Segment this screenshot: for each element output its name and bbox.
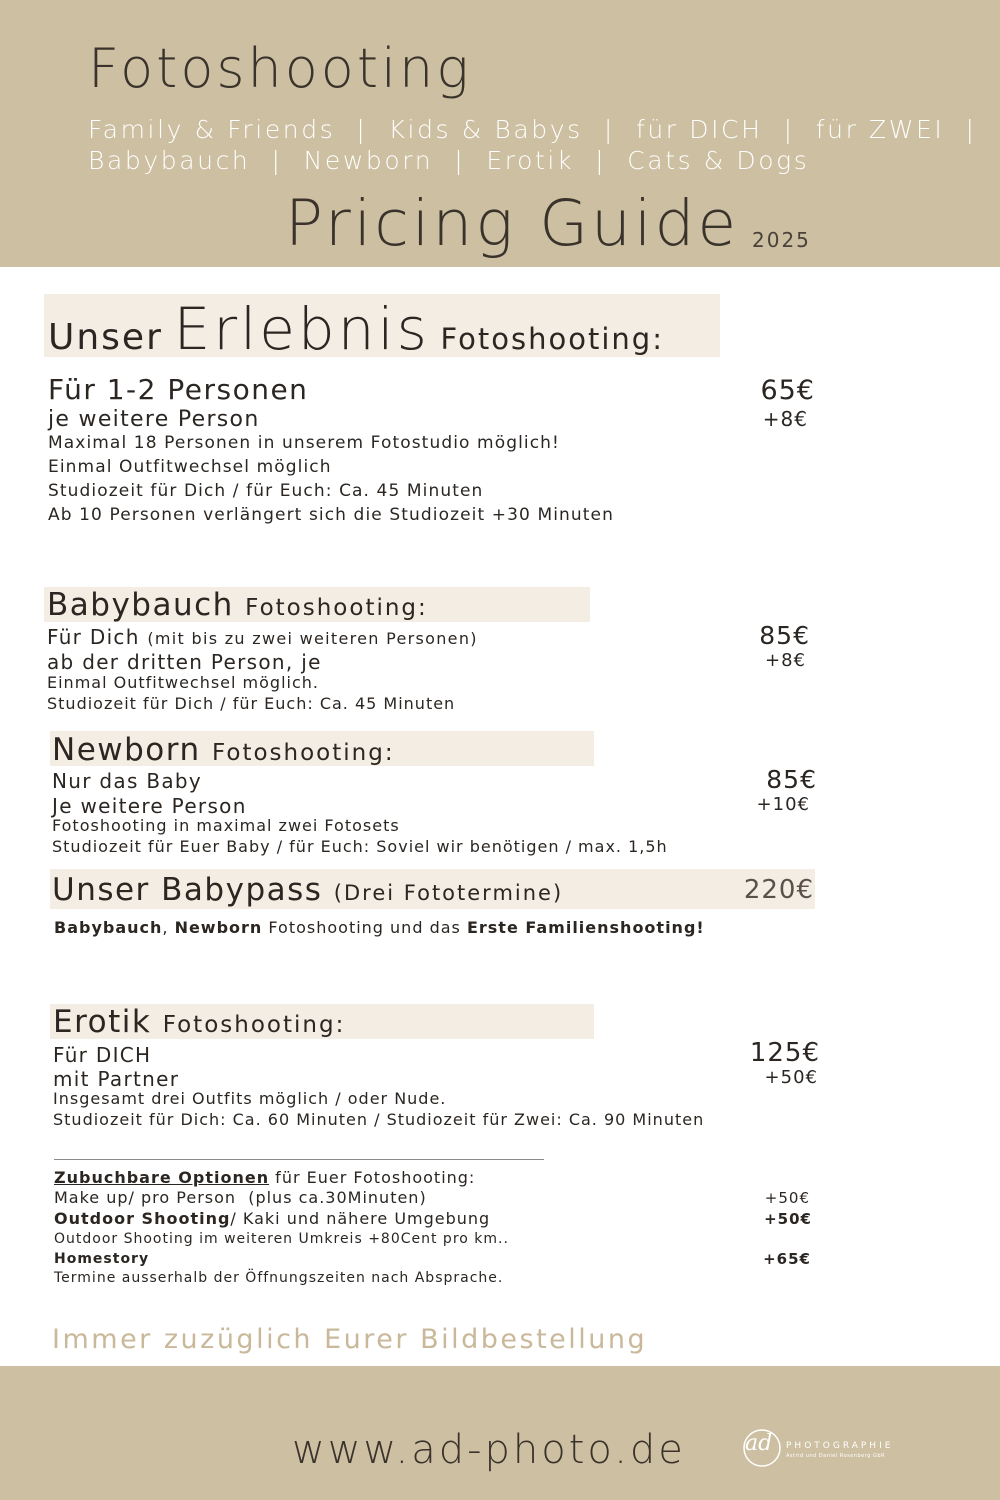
option-outdoor-far: Outdoor Shooting im weiteren Umkreis +80Cent pro km.. [54, 1231, 509, 1247]
babypass-heading [52, 872, 564, 908]
babybauch-detail: Studiozeit für Dich / für Euch: Ca. 45 Minuten [47, 694, 456, 713]
newborn-price-2: +10€ [756, 794, 810, 815]
newborn-detail: Studiozeit für Euer Baby / für Euch: Soviel wir benötigen / max. 1,5h [52, 837, 668, 856]
options-heading-rest: für Euer Fotoshooting: [269, 1168, 476, 1187]
erlebnis-detail: Maximal 18 Personen in unserem Fotostudio möglich! [48, 433, 560, 453]
erotik-price-1: 125€ [749, 1038, 820, 1068]
newborn-detail: Fotoshooting in maximal zwei Fotosets [52, 816, 400, 835]
babybauch-heading [47, 587, 428, 623]
babybauch-line-1-note: (mit bis zu zwei weiteren Personen) [147, 629, 478, 648]
erotik-price-2: +50€ [764, 1067, 818, 1088]
erlebnis-price-2: +8€ [762, 407, 808, 431]
option-termine: Termine ausserhalb der Öffnungszeiten nach Absprache. [54, 1270, 504, 1286]
babypass-description [54, 920, 705, 936]
option-homestory-price: +65€ [763, 1250, 811, 1268]
footer-note: Immer zuzüglich Eurer Bildbestellung [52, 1324, 648, 1355]
option-makeup: Make up/ pro Person (plus ca.30Minuten) [54, 1188, 427, 1207]
pricing-guide-title: Pricing Guide [285, 187, 740, 260]
option-outdoor-bold: Outdoor Shooting [54, 1209, 231, 1228]
babybauch-line-1 [47, 627, 478, 647]
newborn-line-1: Nur das Baby [52, 769, 203, 793]
page-title: Fotoshooting [88, 37, 472, 100]
babypass-desc-t1: , [162, 918, 175, 937]
website-link[interactable]: www.ad-photo.de [292, 1427, 686, 1473]
babybauch-title: Babybauch [47, 587, 234, 623]
erotik-title: Erotik [53, 1004, 152, 1040]
categories-line-1: Family & Friends | Kids & Babys | für DICH | für ZWEI | [88, 115, 977, 144]
babybauch-detail: Einmal Outfitwechsel möglich. [47, 673, 319, 692]
erlebnis-heading [48, 295, 664, 363]
erotik-detail: Studiozeit für Dich: Ca. 60 Minuten / Studiozeit für Zwei: Ca. 90 Minuten [53, 1110, 705, 1129]
babypass-sub: (Drei Fototermine) [333, 881, 564, 905]
babypass-desc-b2: Newborn [174, 918, 263, 937]
logo-subtext: Astrid und Daniel Rosenberg GbR [786, 1453, 885, 1459]
newborn-title: Newborn [52, 732, 201, 768]
logo-text: PHOTOGRAPHIE [786, 1441, 894, 1451]
babypass-desc-b3: Erste Familienshooting! [466, 918, 705, 937]
option-makeup-price: +50€ [764, 1189, 810, 1207]
erlebnis-price-1: 65€ [760, 375, 815, 406]
babybauch-price-1: 85€ [759, 621, 810, 650]
erlebnis-detail: Studiozeit für Dich / für Euch: Ca. 45 Minuten [48, 481, 484, 501]
erotik-detail: Insgesamt drei Outfits möglich / oder Nude. [53, 1089, 447, 1108]
logo-mark: ad [745, 1431, 773, 1456]
erlebnis-line-2: je weitere Person [48, 407, 260, 432]
babypass-desc-t2: Fotoshooting und das [262, 918, 467, 937]
categories-line-2: Babybauch | Newborn | Erotik | Cats & Dogs [88, 146, 810, 175]
newborn-price-1: 85€ [766, 765, 817, 794]
option-outdoor-rest: / Kaki und nähere Umgebung [230, 1209, 491, 1228]
options-divider [54, 1159, 544, 1160]
erlebnis-detail: Ab 10 Personen verlängert sich die Studiozeit +30 Minuten [48, 505, 614, 525]
erotik-sub: Fotoshooting: [162, 1012, 346, 1038]
option-outdoor [54, 1211, 490, 1227]
erlebnis-prefix: Unser [48, 317, 163, 358]
babypass-desc-b1: Babybauch [54, 918, 163, 937]
erotik-line-2: mit Partner [53, 1067, 180, 1091]
erlebnis-line-1: Für 1-2 Personen [48, 373, 309, 406]
babybauch-line-2: ab der dritten Person, je [47, 650, 322, 674]
newborn-heading [52, 732, 395, 768]
newborn-sub: Fotoshooting: [211, 740, 395, 766]
options-heading [54, 1170, 475, 1186]
newborn-line-2: Je weitere Person [52, 794, 247, 818]
erotik-line-1: Für DICH [53, 1043, 152, 1067]
babybauch-line-1-label: Für Dich [47, 625, 140, 649]
erotik-heading [53, 1004, 346, 1040]
erlebnis-suffix: Fotoshooting: [440, 322, 664, 356]
babybauch-sub: Fotoshooting: [245, 595, 428, 621]
brand-logo [740, 1426, 940, 1470]
option-homestory: Homestory [54, 1251, 150, 1267]
erlebnis-detail: Einmal Outfitwechsel möglich [48, 457, 332, 477]
year: 2025 [752, 228, 811, 252]
erlebnis-word: Erlebnis [173, 295, 430, 363]
babypass-price: 220€ [743, 875, 814, 905]
options-heading-underlined: Zubuchbare Optionen [54, 1168, 270, 1187]
babypass-title: Unser Babypass [52, 872, 323, 908]
option-outdoor-price: +50€ [764, 1210, 812, 1228]
babybauch-price-2: +8€ [765, 650, 806, 671]
